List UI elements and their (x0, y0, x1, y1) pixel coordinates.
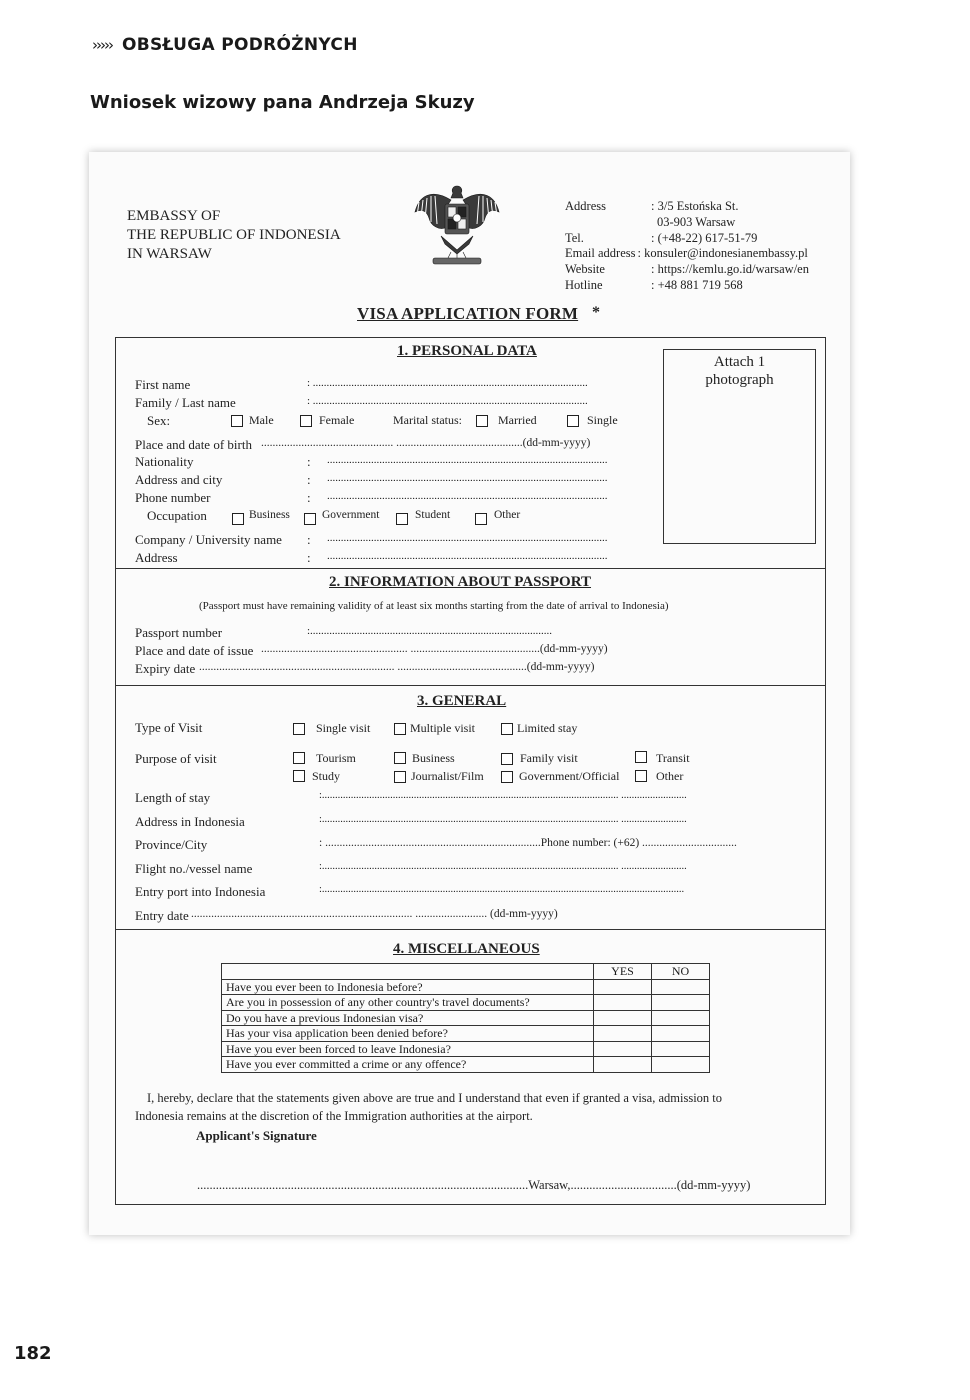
answer-no-cell[interactable] (652, 1010, 710, 1026)
label-length-of-stay: Length of stay (135, 790, 211, 805)
label-married: Married (498, 413, 537, 427)
answer-yes-cell[interactable] (594, 995, 652, 1011)
checkbox-single-visit[interactable] (293, 723, 305, 735)
passport-number-field[interactable]: :........................................................................................ (307, 625, 553, 637)
form-title-mark: * (592, 304, 600, 321)
checkbox-single[interactable] (567, 415, 579, 427)
photo-line: Attach 1 (713, 354, 766, 370)
company-address-field[interactable]: ...................................................................................................... (327, 550, 608, 562)
address-indonesia-field[interactable]: :................................................................................................................. ......................... (319, 814, 687, 825)
checkbox-married[interactable] (476, 415, 488, 427)
label-single-visit: Single visit (316, 721, 371, 735)
first-name-field[interactable]: : .................................................................................................... (307, 377, 588, 389)
nationality-field[interactable]: ...................................................................................................... (327, 454, 608, 466)
checkbox-student[interactable] (396, 513, 408, 525)
answer-yes-cell[interactable] (594, 1041, 652, 1057)
label-occupation: Occupation (147, 508, 207, 523)
answer-no-cell[interactable] (652, 979, 710, 995)
contact-row (565, 215, 809, 231)
label-family-name: Family / Last name (135, 395, 236, 410)
embassy-line: EMBASSY OF (127, 208, 221, 224)
label-female: Female (319, 413, 355, 427)
checkbox-purpose-business[interactable] (394, 752, 406, 764)
question-text: Have you ever committed a crime or any offence? (222, 1057, 594, 1073)
label-address-city: Address and city (135, 472, 223, 487)
family-name-field[interactable]: : .................................................................................................... (307, 395, 588, 407)
answer-no-cell[interactable] (652, 995, 710, 1011)
flight-field[interactable]: :................................................................................................................. ......................... (319, 861, 687, 872)
table-row (222, 1057, 710, 1073)
visa-form-scan (89, 152, 850, 1235)
label-expiry: Expiry date (135, 661, 196, 676)
misc-questions-table (221, 963, 710, 1073)
table-header-yes: YES (594, 964, 652, 980)
label-issue: Place and date of issue (135, 643, 254, 658)
label-other: Other (494, 509, 521, 521)
label-journalist: Journalist/Film (411, 769, 484, 783)
label-purpose-other: Other (656, 769, 684, 783)
label-multiple-visit: Multiple visit (410, 721, 476, 735)
section-title: OBSŁUGA PODRÓŻNYCH (122, 35, 358, 55)
label-male: Male (249, 413, 274, 427)
label-address-indonesia: Address in Indonesia (135, 814, 245, 829)
label-limited-stay: Limited stay (517, 721, 578, 735)
table-row (222, 1026, 710, 1042)
contact-value: : 3/5 Estońska St. (651, 199, 739, 213)
section-passport-title: 2. INFORMATION ABOUT PASSPORT (329, 574, 592, 590)
address-city-field[interactable]: ...................................................................................................... (327, 472, 608, 484)
photo-line: photograph (705, 372, 774, 388)
signature-line[interactable]: ..........................................................................................................Warsaw,..................................(dd-mm-yyyy) (197, 1178, 751, 1192)
answer-yes-cell[interactable] (594, 979, 652, 995)
chevrons-icon: ››››› (92, 36, 112, 54)
contact-row (565, 278, 809, 294)
question-text: Has your visa application been denied before? (222, 1026, 594, 1042)
colon: : (307, 532, 311, 547)
contact-label (565, 215, 657, 231)
contact-label: Tel. (565, 230, 584, 245)
declaration-line2: Indonesia remains at the discretion of the Immigration authorities at the airport. (135, 1109, 533, 1123)
embassy-contact (565, 199, 809, 294)
section-divider (115, 685, 826, 686)
length-of-stay-field[interactable]: :................................................................................................................. ......................... (319, 790, 687, 801)
label-transit: Transit (656, 751, 690, 765)
declaration-line1: I, hereby, declare that the statements given above are true and I understand that even if granted a visa, admission to (147, 1091, 723, 1105)
label-province: Province/City (135, 837, 208, 852)
form-title-text: VISA APPLICATION FORM (357, 304, 579, 323)
section-general-title: 3. GENERAL (417, 693, 507, 709)
checkbox-female[interactable] (300, 415, 312, 427)
photo-instructions (663, 353, 816, 389)
checkbox-other[interactable] (475, 513, 487, 525)
label-tourism: Tourism (316, 751, 356, 765)
label-entry-date: Entry date (135, 908, 189, 923)
signature-label: Applicant's Signature (196, 1128, 317, 1143)
colon: : (307, 472, 311, 487)
contact-row (565, 262, 809, 278)
section-misc-title: 4. MISCELLANEOUS (393, 941, 540, 957)
contact-row (565, 231, 809, 247)
question-text: Have you ever been to Indonesia before? (222, 979, 594, 995)
label-entry-port: Entry port into Indonesia (135, 884, 266, 899)
embassy-line: IN WARSAW (127, 246, 212, 262)
page-subtitle: Wniosek wizowy pana Andrzeja Skuzy (90, 92, 475, 113)
question-text: Are you in possession of any other country's travel documents? (222, 995, 594, 1011)
label-type-of-visit: Type of Visit (135, 720, 203, 735)
question-text: Do you have a previous Indonesian visa? (222, 1010, 594, 1026)
garuda-emblem-icon (411, 178, 503, 268)
table-row (222, 995, 710, 1011)
colon: : (307, 550, 311, 565)
label-student: Student (415, 509, 451, 521)
label-passport-number: Passport number (135, 625, 223, 640)
label-company-address: Address (135, 550, 178, 565)
table-row (222, 979, 710, 995)
embassy-name (127, 207, 341, 264)
section-divider (115, 929, 826, 930)
colon: : (307, 454, 311, 469)
label-family-visit: Family visit (520, 751, 578, 765)
checkbox-study[interactable] (293, 770, 305, 782)
question-text: Have you ever been forced to leave Indonesia? (222, 1041, 594, 1057)
label-first-name: First name (135, 377, 191, 392)
page-number: 182 (14, 1343, 52, 1364)
answer-no-cell[interactable] (652, 1026, 710, 1042)
label-business: Business (249, 509, 290, 521)
checkbox-government-official[interactable] (501, 771, 513, 783)
label-flight: Flight no./vessel name (135, 861, 253, 876)
company-field[interactable]: ...................................................................................................... (327, 532, 608, 544)
contact-row (565, 246, 809, 262)
contact-label: Website (565, 262, 605, 277)
contact-value: : konsuler@indonesianembassy.pl (637, 246, 808, 261)
contact-label: Address (565, 199, 606, 213)
section-header (92, 35, 358, 55)
checkbox-multiple-visit[interactable] (394, 723, 406, 735)
checkbox-limited-stay[interactable] (501, 723, 513, 735)
checkbox-tourism[interactable] (293, 752, 305, 764)
checkbox-business[interactable] (232, 513, 244, 525)
table-header-row (222, 964, 710, 980)
embassy-line: THE REPUBLIC OF INDONESIA (127, 227, 341, 243)
form-title (357, 304, 578, 324)
section-personal-title: 1. PERSONAL DATA (397, 343, 537, 359)
answer-no-cell[interactable] (652, 1057, 710, 1073)
label-study: Study (312, 769, 341, 783)
checkbox-purpose-other[interactable] (635, 770, 647, 782)
table-header-blank (222, 964, 594, 980)
label-government: Government (322, 509, 380, 521)
label-purpose-business: Business (412, 751, 455, 765)
contact-value: : (+48-22) 617-51-79 (651, 230, 758, 245)
label-single: Single (587, 413, 618, 427)
entry-date-field[interactable]: ............................................................................. ......................... (dd-mm-yyyy) (191, 908, 558, 920)
checkbox-family-visit[interactable] (501, 753, 513, 765)
phone-field[interactable]: ...................................................................................................... (327, 490, 608, 502)
passport-note: (Passport must have remaining validity of at least six months starting from the date of arrival to Indonesia) (199, 600, 669, 612)
label-government-official: Government/Official (519, 769, 620, 783)
checkbox-male[interactable] (231, 415, 243, 427)
label-phone: Phone number (135, 490, 211, 505)
contact-label: Email address (565, 246, 636, 261)
contact-label: Hotline (565, 277, 603, 292)
label-place-date-birth: Place and date of birth (135, 437, 252, 452)
answer-yes-cell[interactable] (594, 1010, 652, 1026)
entry-port-field[interactable]: :.......................................................................................................................................... (319, 884, 685, 895)
checkbox-government[interactable] (304, 513, 316, 525)
colon: : (307, 490, 311, 505)
section-divider (115, 568, 826, 569)
label-sex: Sex: (147, 413, 171, 428)
contact-value: 03-903 Warsaw (657, 214, 736, 229)
birth-field[interactable]: .............................................. ............................................(dd-mm-yyyy) (261, 437, 591, 449)
contact-row (565, 199, 809, 215)
answer-yes-cell[interactable] (594, 1026, 652, 1042)
table-row (222, 1041, 710, 1057)
province-field[interactable]: : ...........................................................................Phone number: (+62) ................................. (319, 837, 737, 849)
checkbox-transit[interactable] (635, 751, 647, 763)
answer-no-cell[interactable] (652, 1041, 710, 1057)
table-header-no: NO (652, 964, 710, 980)
label-marital-status: Marital status: (393, 413, 462, 427)
label-nationality: Nationality (135, 454, 194, 469)
table-row (222, 1010, 710, 1026)
issue-field[interactable]: ................................................... .............................................(dd-mm-yyyy) (261, 643, 608, 655)
checkbox-journalist[interactable] (394, 771, 406, 783)
contact-value: : https://kemlu.go.id/warsaw/en (651, 262, 809, 277)
contact-value: : +48 881 719 568 (651, 277, 743, 292)
label-company: Company / University name (135, 532, 282, 547)
label-purpose: Purpose of visit (135, 751, 217, 766)
answer-yes-cell[interactable] (594, 1057, 652, 1073)
expiry-field[interactable]: .................................................................... .............................................(dd-mm-yyyy) (199, 661, 595, 673)
